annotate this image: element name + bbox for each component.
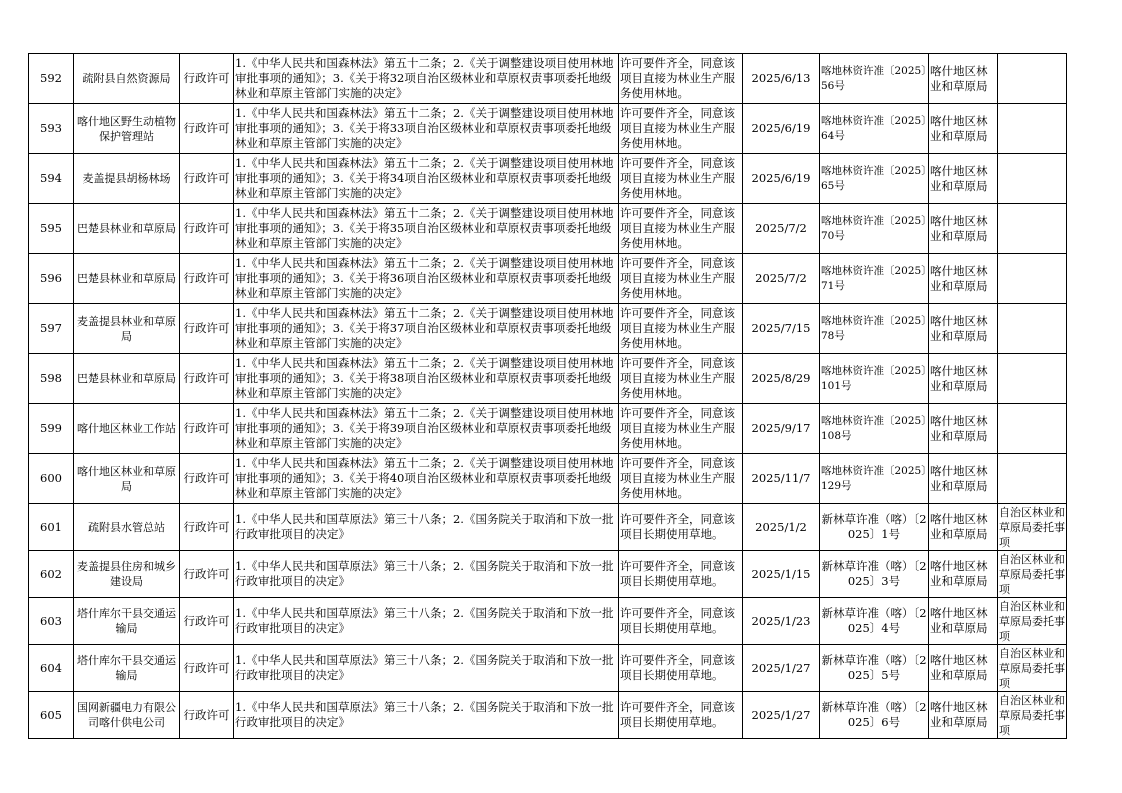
decision-date: 2025/1/23	[743, 598, 820, 645]
row-number: 599	[29, 404, 74, 454]
applicant: 麦盖提县胡杨林场	[74, 154, 180, 204]
issuing-authority: 喀什地区林业和草原局	[929, 104, 998, 154]
decision: 许可要件齐全，同意该项目直接为林业生产服务使用林地。	[619, 354, 743, 404]
row-number: 603	[29, 598, 74, 645]
decision-date: 2025/11/7	[743, 454, 820, 504]
row-number: 602	[29, 551, 74, 598]
remark: 自治区林业和草原局委托事项	[999, 599, 1065, 643]
applicant: 麦盖提县住房和城乡建设局	[74, 551, 180, 598]
decision-date: 2025/1/27	[743, 692, 820, 739]
row-number: 604	[29, 645, 74, 692]
legal-basis: 1.《中华人民共和国草原法》第三十八条；2.《国务院关于取消和下放一批行政审批项目的决定》	[234, 692, 619, 739]
document-number: 喀地林资许准〔2025〕65号	[820, 154, 929, 204]
decision: 许可要件齐全，同意该项目直接为林业生产服务使用林地。	[619, 54, 743, 104]
applicant: 麦盖提县林业和草原局	[74, 304, 180, 354]
document-number: 喀地林资许准〔2025〕129号	[820, 454, 929, 504]
issuing-authority: 喀什地区林业和草原局	[929, 354, 998, 404]
decision-date: 2025/7/2	[743, 204, 820, 254]
decision-date: 2025/9/17	[743, 404, 820, 454]
legal-basis: 1.《中华人民共和国森林法》第五十二条；2.《关于调整建设项目使用林地审批事项的通知》；3.《关于将40项自治区级林业和草原权责事项委托地级林业和草原主管部门实施的决定》	[234, 454, 619, 504]
permit-type: 行政许可	[180, 551, 234, 598]
issuing-authority: 喀什地区林业和草原局	[929, 154, 998, 204]
remark: 自治区林业和草原局委托事项	[999, 693, 1065, 737]
applicant: 疏附县自然资源局	[74, 54, 180, 104]
issuing-authority: 喀什地区林业和草原局	[929, 404, 998, 454]
document-number: 新林草许准（喀）〔2025〕3号	[820, 551, 929, 598]
issuing-authority: 喀什地区林业和草原局	[929, 204, 998, 254]
row-number: 601	[29, 504, 74, 551]
remark	[998, 154, 1067, 204]
remark	[998, 454, 1067, 504]
document-number: 喀地林资许准〔2025〕56号	[820, 54, 929, 104]
permit-type: 行政许可	[180, 204, 234, 254]
permit-type: 行政许可	[180, 104, 234, 154]
issuing-authority: 喀什地区林业和草原局	[929, 551, 998, 598]
decision: 许可要件齐全，同意该项目直接为林业生产服务使用林地。	[619, 254, 743, 304]
decision-date: 2025/7/2	[743, 254, 820, 304]
decision-date: 2025/6/19	[743, 104, 820, 154]
decision: 许可要件齐全，同意该项目长期使用草地。	[619, 598, 743, 645]
decision: 许可要件齐全，同意该项目长期使用草地。	[619, 551, 743, 598]
row-number: 597	[29, 304, 74, 354]
decision: 许可要件齐全，同意该项目直接为林业生产服务使用林地。	[619, 304, 743, 354]
document-number: 喀地林资许准〔2025〕70号	[820, 204, 929, 254]
applicant: 喀什地区林业和草原局	[74, 454, 180, 504]
table-row	[29, 598, 1067, 645]
applicant: 喀什地区林业工作站	[74, 404, 180, 454]
document-number: 新林草许准（喀）〔2025〕5号	[820, 645, 929, 692]
permit-type: 行政许可	[180, 454, 234, 504]
decision-date: 2025/6/19	[743, 154, 820, 204]
document-number: 新林草许准（喀）〔2025〕4号	[820, 598, 929, 645]
table-row	[29, 504, 1067, 551]
decision-date: 2025/6/13	[743, 54, 820, 104]
table-row	[29, 692, 1067, 739]
applicant: 国网新疆电力有限公司喀什供电公司	[74, 692, 180, 739]
applicant: 塔什库尔干县交通运输局	[74, 598, 180, 645]
remark: 自治区林业和草原局委托事项	[999, 646, 1065, 690]
decision: 许可要件齐全，同意该项目直接为林业生产服务使用林地。	[619, 204, 743, 254]
remark	[998, 304, 1067, 354]
table-row	[29, 54, 1067, 104]
decision: 许可要件齐全，同意该项目直接为林业生产服务使用林地。	[619, 154, 743, 204]
row-number: 605	[29, 692, 74, 739]
decision: 许可要件齐全，同意该项目直接为林业生产服务使用林地。	[619, 104, 743, 154]
legal-basis: 1.《中华人民共和国草原法》第三十八条；2.《国务院关于取消和下放一批行政审批项目的决定》	[234, 504, 619, 551]
legal-basis: 1.《中华人民共和国草原法》第三十八条；2.《国务院关于取消和下放一批行政审批项目的决定》	[234, 645, 619, 692]
row-number: 598	[29, 354, 74, 404]
permit-type: 行政许可	[180, 304, 234, 354]
table-row	[29, 204, 1067, 254]
document-number: 喀地林资许准〔2025〕78号	[820, 304, 929, 354]
document-number: 喀地林资许准〔2025〕64号	[820, 104, 929, 154]
applicant: 喀什地区野生动植物保护管理站	[74, 104, 180, 154]
applicant: 巴楚县林业和草原局	[74, 204, 180, 254]
permit-type: 行政许可	[180, 54, 234, 104]
remark	[998, 354, 1067, 404]
decision: 许可要件齐全，同意该项目长期使用草地。	[619, 692, 743, 739]
issuing-authority: 喀什地区林业和草原局	[929, 304, 998, 354]
issuing-authority: 喀什地区林业和草原局	[929, 692, 998, 739]
table-row	[29, 551, 1067, 598]
table-row	[29, 354, 1067, 404]
row-number: 596	[29, 254, 74, 304]
applicant: 巴楚县林业和草原局	[74, 254, 180, 304]
issuing-authority: 喀什地区林业和草原局	[929, 504, 998, 551]
decision: 许可要件齐全，同意该项目长期使用草地。	[619, 504, 743, 551]
row-number: 593	[29, 104, 74, 154]
permit-type: 行政许可	[180, 404, 234, 454]
remark	[998, 104, 1067, 154]
table-row	[29, 645, 1067, 692]
table-row	[29, 254, 1067, 304]
document-number: 喀地林资许准〔2025〕101号	[820, 354, 929, 404]
applicant: 巴楚县林业和草原局	[74, 354, 180, 404]
legal-basis: 1.《中华人民共和国草原法》第三十八条；2.《国务院关于取消和下放一批行政审批项目的决定》	[234, 551, 619, 598]
decision-date: 2025/8/29	[743, 354, 820, 404]
legal-basis: 1.《中华人民共和国森林法》第五十二条；2.《关于调整建设项目使用林地审批事项的通知》；3.《关于将36项自治区级林业和草原权责事项委托地级林业和草原主管部门实施的决定》	[234, 254, 619, 304]
applicant: 疏附县水管总站	[74, 504, 180, 551]
document-number: 新林草许准（喀）〔2025〕6号	[820, 692, 929, 739]
issuing-authority: 喀什地区林业和草原局	[929, 645, 998, 692]
legal-basis: 1.《中华人民共和国森林法》第五十二条；2.《关于调整建设项目使用林地审批事项的通知》；3.《关于将35项自治区级林业和草原权责事项委托地级林业和草原主管部门实施的决定》	[234, 204, 619, 254]
remark	[998, 204, 1067, 254]
row-number: 595	[29, 204, 74, 254]
decision: 许可要件齐全，同意该项目长期使用草地。	[619, 645, 743, 692]
issuing-authority: 喀什地区林业和草原局	[929, 54, 998, 104]
table-row	[29, 404, 1067, 454]
remark	[998, 54, 1067, 104]
legal-basis: 1.《中华人民共和国森林法》第五十二条；2.《关于调整建设项目使用林地审批事项的通知》；3.《关于将39项自治区级林业和草原权责事项委托地级林业和草原主管部门实施的决定》	[234, 404, 619, 454]
decision-date: 2025/1/2	[743, 504, 820, 551]
permit-type: 行政许可	[180, 645, 234, 692]
table-row	[29, 104, 1067, 154]
decision: 许可要件齐全，同意该项目直接为林业生产服务使用林地。	[619, 404, 743, 454]
document-number: 喀地林资许准〔2025〕71号	[820, 254, 929, 304]
remark: 自治区林业和草原局委托事项	[999, 552, 1065, 596]
permit-type: 行政许可	[180, 354, 234, 404]
legal-basis: 1.《中华人民共和国森林法》第五十二条；2.《关于调整建设项目使用林地审批事项的通知》；3.《关于将33项自治区级林业和草原权责事项委托地级林业和草原主管部门实施的决定》	[234, 104, 619, 154]
legal-basis: 1.《中华人民共和国草原法》第三十八条；2.《国务院关于取消和下放一批行政审批项目的决定》	[234, 598, 619, 645]
table-row	[29, 454, 1067, 504]
permit-type: 行政许可	[180, 692, 234, 739]
decision-date: 2025/7/15	[743, 304, 820, 354]
legal-basis: 1.《中华人民共和国森林法》第五十二条；2.《关于调整建设项目使用林地审批事项的通知》；3.《关于将37项自治区级林业和草原权责事项委托地级林业和草原主管部门实施的决定》	[234, 304, 619, 354]
legal-basis: 1.《中华人民共和国森林法》第五十二条；2.《关于调整建设项目使用林地审批事项的通知》；3.《关于将32项自治区级林业和草原权责事项委托地级林业和草原主管部门实施的决定》	[234, 54, 619, 104]
permit-table	[28, 53, 1067, 739]
document-number: 新林草许准（喀）〔2025〕1号	[820, 504, 929, 551]
remark	[998, 254, 1067, 304]
legal-basis: 1.《中华人民共和国森林法》第五十二条；2.《关于调整建设项目使用林地审批事项的通知》；3.《关于将34项自治区级林业和草原权责事项委托地级林业和草原主管部门实施的决定》	[234, 154, 619, 204]
remark: 自治区林业和草原局委托事项	[999, 505, 1065, 549]
remark	[998, 404, 1067, 454]
permit-type: 行政许可	[180, 504, 234, 551]
document-number: 喀地林资许准〔2025〕108号	[820, 404, 929, 454]
row-number: 592	[29, 54, 74, 104]
issuing-authority: 喀什地区林业和草原局	[929, 254, 998, 304]
applicant: 塔什库尔干县交通运输局	[74, 645, 180, 692]
issuing-authority: 喀什地区林业和草原局	[929, 598, 998, 645]
legal-basis: 1.《中华人民共和国森林法》第五十二条；2.《关于调整建设项目使用林地审批事项的通知》；3.《关于将38项自治区级林业和草原权责事项委托地级林业和草原主管部门实施的决定》	[234, 354, 619, 404]
decision: 许可要件齐全，同意该项目直接为林业生产服务使用林地。	[619, 454, 743, 504]
row-number: 600	[29, 454, 74, 504]
decision-date: 2025/1/15	[743, 551, 820, 598]
row-number: 594	[29, 154, 74, 204]
issuing-authority: 喀什地区林业和草原局	[929, 454, 998, 504]
permit-type: 行政许可	[180, 254, 234, 304]
permit-type: 行政许可	[180, 598, 234, 645]
permit-type: 行政许可	[180, 154, 234, 204]
table-row	[29, 154, 1067, 204]
decision-date: 2025/1/27	[743, 645, 820, 692]
table-row	[29, 304, 1067, 354]
